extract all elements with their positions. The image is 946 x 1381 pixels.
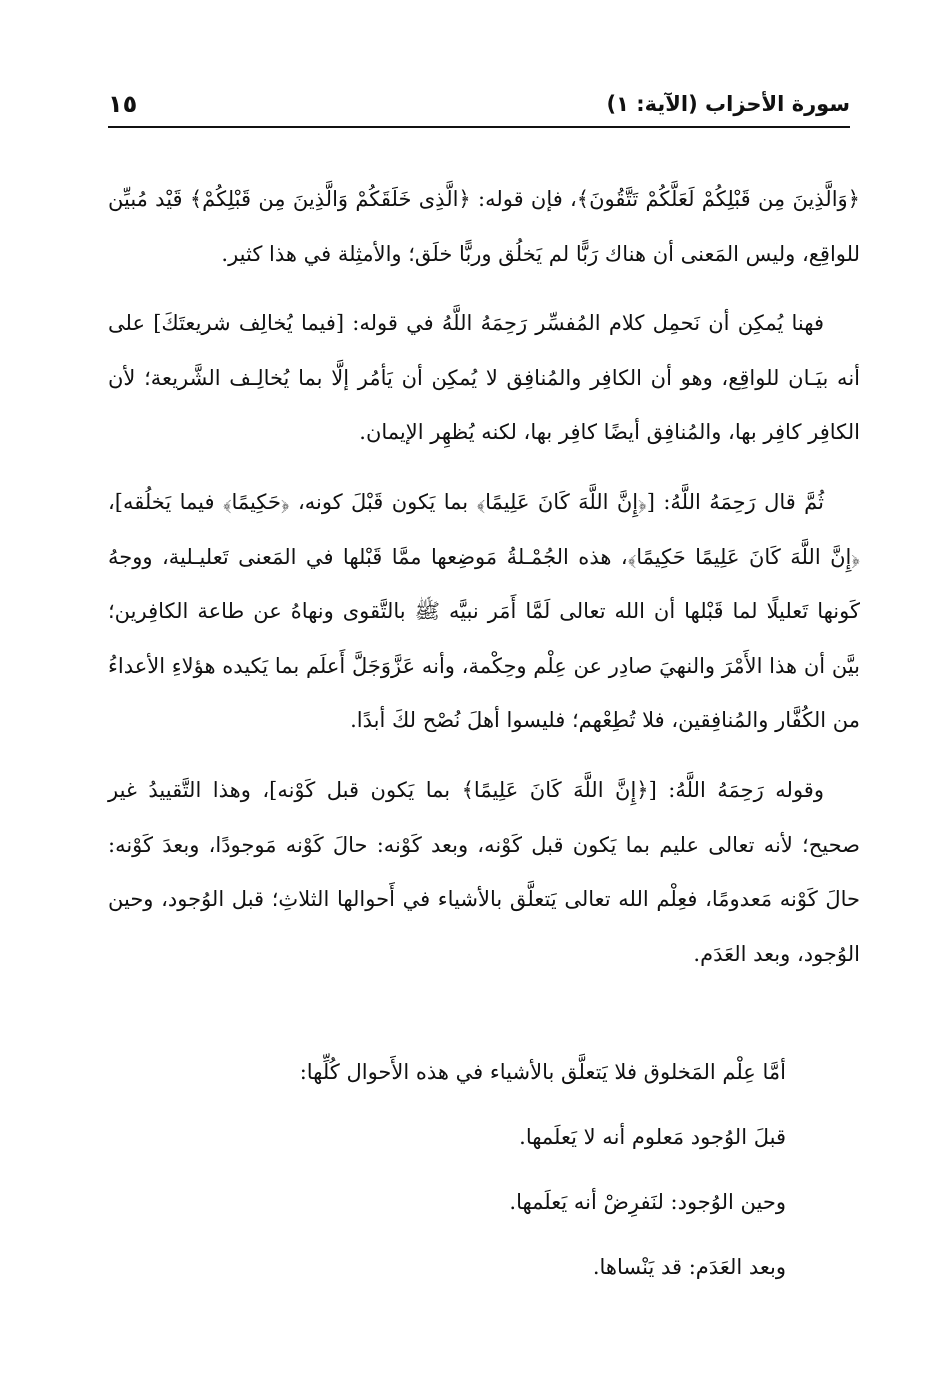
list-intro: أمَّا عِلْم المَخلوق فلا يَتعلَّق بالأشياء في هذه الأَحوال كُلِّها: bbox=[299, 1060, 786, 1084]
paragraph-3: ثُمَّ قال رَحِمَهُ اللَّهُ: [﴿إِنَّ اللَّهَ كَانَ عَلِيمًا﴾ بما يَكون قَبْلَ كونه، ﴿حَكِيمًا﴾ فيما يَخلُقه]، ﴿إِنَّ اللَّهَ كَانَ عَلِيمًا حَكِيمًا﴾، هذه الجُمْـلةُ مَوضِعها ممَّا قَبْلها في المَعنى تَعليـلية، ووجهُ كَونها تَعليلًا لما قَبْلها أن الله تعالى لَمَّا أَمَر نبيَّه ﷺ بالتَّقوى ونهاهُ عن طاعة الكافِرين؛ بيَّن أن هذا الأَمْرَ والنهيَ صادِر عن عِلْم وحِكْمة، وأنه عَزَّوَجَلَّ أَعلَم بما يَكيده هؤلاءِ الأعداءُ من الكُفَّار والمُنافِقين، فلا تُطِعْهم؛ فليسوا أهلَ نُصْح لكَ أبدًا. bbox=[108, 489, 860, 733]
list-item: قبلَ الوُجود مَعلوم أنه لا يَعلَمها. bbox=[519, 1125, 786, 1149]
main-text bbox=[108, 172, 860, 996]
paragraph-2: فهنا يُمكِن أن نَحمِل كلام المُفسِّر رَحِمَهُ اللَّهُ في قوله: [فيما يُخالِف شريعتَكَ] على أنه بيَـان للواقِع، وهو أن الكافِر والمُنافِق لا يُمكِن أن يَأمُر إلَّا بما يُخالِـف الشَّريعة؛ لأن الكافِر كافِر بها، والمُنافِق أيضًا كافِر بها، لكنه يُظهِر الإيمان. bbox=[108, 311, 860, 445]
paragraph-1: ﴿وَالَّذِينَ مِن قَبْلِكُمْ لَعَلَّكُمْ تَتَّقُونَ﴾، فإن قوله: ﴿الَّذِى خَلَقَكُمْ وَالَّذِينَ مِن قَبْلِكُمْ﴾ قَيْد مُبيِّن للواقِع، وليس المَعنى أن هناك رَبًّا لم يَخلُق وربًّا خلَق؛ والأمثِلة في هذا كثير. bbox=[108, 187, 860, 266]
list-item: وبعد العَدَم: قد يَنْساها. bbox=[592, 1255, 786, 1279]
list-item: وحين الوُجود: لنَفرِضْ أنه يَعلَمها. bbox=[509, 1190, 786, 1214]
page-header bbox=[108, 84, 850, 128]
running-title: سورة الأحزاب (الآية: ١) bbox=[606, 92, 850, 116]
paragraph-4: وقوله رَحِمَهُ اللَّهُ: [﴿إِنَّ اللَّهَ كَانَ عَلِيمًا﴾ بما يَكون قبل كَوْنه]، وهذا التَّقييدُ غير صحيح؛ لأنه تعالى عليم بما يَكون قبل كَوْنه، وبعد كَوْنه: حالَ كَوْنه مَوجودًا، وبعدَ كَوْنه: حالَ كَوْنه مَعدومًا، فعِلْم الله تعالى يَتعلَّق بالأشياء في أَحوالها الثلاثِ؛ قبل الوُجود، وحين الوُجود، وبعد العَدَم. bbox=[108, 777, 860, 966]
knowledge-list bbox=[300, 1040, 786, 1300]
page-number: ١٥ bbox=[108, 90, 138, 118]
